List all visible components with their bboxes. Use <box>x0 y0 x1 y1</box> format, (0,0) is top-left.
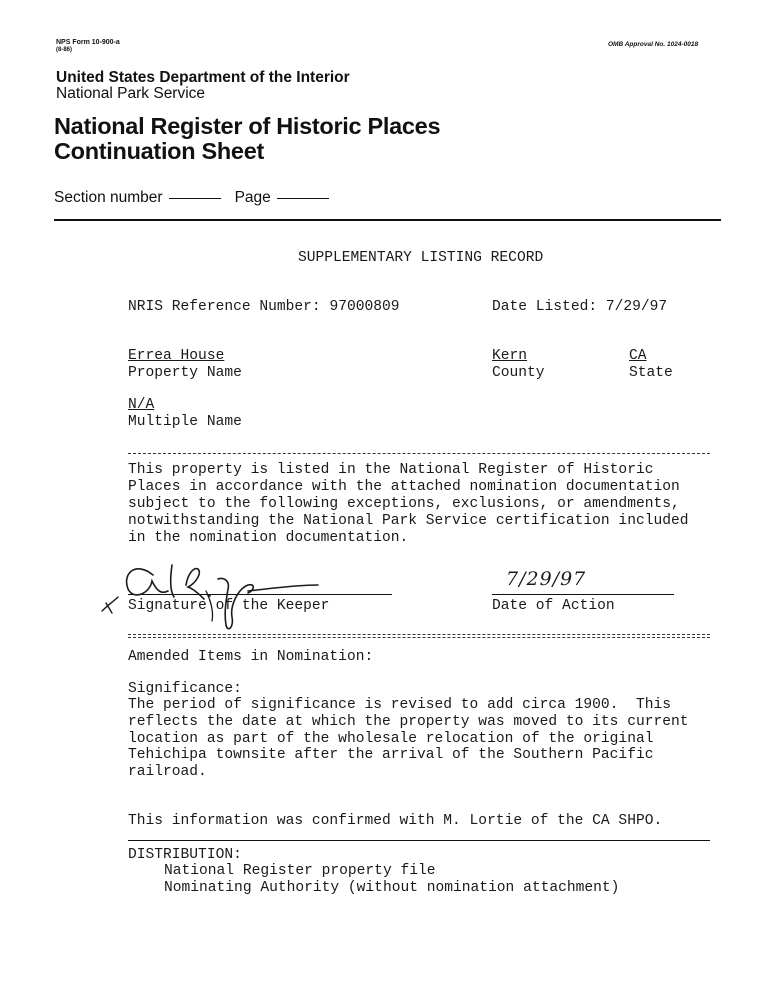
section-number-blank <box>169 198 221 199</box>
date-of-action-line <box>492 594 674 595</box>
property-name-label: Property Name <box>128 365 242 381</box>
nris-label: NRIS Reference Number: <box>128 299 321 315</box>
header-rule <box>54 219 721 221</box>
nris-reference <box>128 299 400 315</box>
page-subtitle: Continuation Sheet <box>54 138 265 164</box>
distribution-item: National Register property file <box>164 863 436 879</box>
amended-heading: Amended Items in Nomination: <box>128 649 374 665</box>
date-of-action-handwritten: 7/29/97 <box>506 568 587 590</box>
county-value: Kern <box>492 348 528 364</box>
date-listed-value: 7/29/97 <box>605 299 668 315</box>
department-name: United States Department of the Interior <box>56 69 350 86</box>
state-label: State <box>629 365 673 381</box>
distribution-rule <box>128 840 710 841</box>
statement-line: subject to the following exceptions, exclusions, or amendments, <box>128 496 680 512</box>
statement-line: Places in accordance with the attached nomination documentation <box>128 479 680 495</box>
significance-line: reflects the date at which the property was moved to its current <box>128 714 689 730</box>
significance-line: location as part of the wholesale relocation of the original <box>128 731 654 747</box>
page-label: Page <box>234 189 271 206</box>
state-value: CA <box>629 348 647 364</box>
county-label: County <box>492 365 545 381</box>
signature-label: Signature of the Keeper <box>128 598 330 614</box>
date-listed-label: Date Listed: <box>492 299 598 315</box>
form-number: NPS Form 10-900-a <box>56 39 120 46</box>
multiple-name-label: Multiple Name <box>128 414 242 430</box>
multiple-name-value: N/A <box>128 397 155 413</box>
double-dashed-divider <box>128 634 710 638</box>
distribution-label: DISTRIBUTION: <box>128 847 242 863</box>
date-of-action-label: Date of Action <box>492 598 615 614</box>
dashed-divider <box>128 453 710 454</box>
page-title: National Register of Historic Places <box>54 113 441 139</box>
page-number-blank <box>277 198 329 199</box>
keeper-signature <box>98 555 328 635</box>
significance-line: Tehichipa townsite after the arrival of the Southern Pacific <box>128 747 654 763</box>
agency-name: National Park Service <box>56 85 206 102</box>
confirmation-note: This information was confirmed with M. Lortie of the CA SHPO. <box>128 813 663 829</box>
nris-value: 97000809 <box>329 299 400 315</box>
date-listed <box>492 299 667 315</box>
section-number-label: Section number <box>54 189 163 206</box>
statement-line: in the nomination documentation. <box>128 530 409 546</box>
distribution-item: Nominating Authority (without nomination attachment) <box>164 880 620 896</box>
record-heading: SUPPLEMENTARY LISTING RECORD <box>298 250 544 266</box>
form-date: (8-86) <box>56 47 73 53</box>
section-page-line <box>54 189 343 207</box>
statement-line: This property is listed in the National Register of Historic <box>128 462 654 478</box>
significance-line: The period of significance is revised to add circa 1900. This <box>128 697 671 713</box>
significance-label: Significance: <box>128 681 242 697</box>
property-name-value: Errea House <box>128 348 225 364</box>
significance-line: railroad. <box>128 764 207 780</box>
omb-approval: OMB Approval No. 1024-0018 <box>608 41 699 48</box>
statement-line: notwithstanding the National Park Service certification included <box>128 513 689 529</box>
